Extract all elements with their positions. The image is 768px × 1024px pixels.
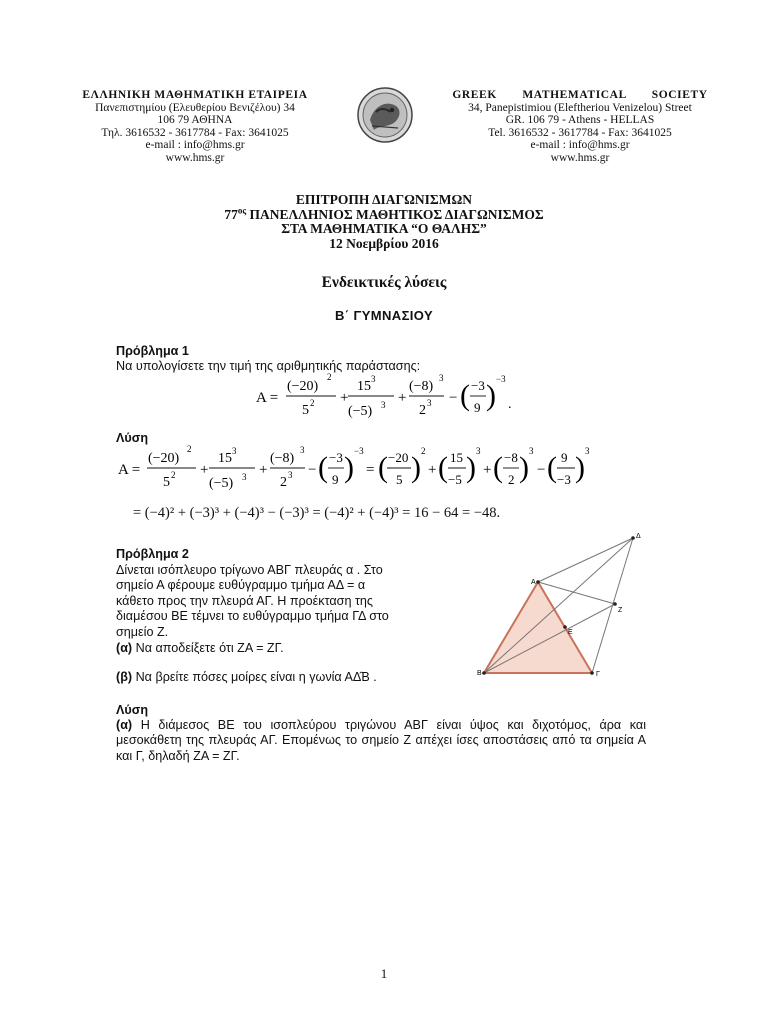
header-left: [60, 89, 330, 165]
problem2-part-a: [116, 641, 284, 656]
phone-greek: Τηλ. 3616532 - 3617784 - Fax: 3641025: [101, 126, 289, 139]
svg-text:3: 3: [529, 446, 534, 456]
problem2-statement-line: κάθετο προς την πλευρά ΑΓ. Η προέκταση της: [116, 593, 373, 608]
problem1-expression: [256, 372, 516, 429]
svg-text:(−8): (−8): [270, 451, 295, 466]
problem2-heading: Πρόβλημα 2: [116, 547, 189, 561]
solution-a-text: Η διάμεσος ΒΕ του ισοπλεύρου τριγώνου ΑΒΓ είναι ύψος και διχοτόμος, άρα και μεσοκάθετη της πλευράς ΑΓ. Επομένως το σημείο Ζ απέχει ίσες αποστάσεις από τα σημεία Α και Γ, δηλαδή ΖΑ = ΖΓ.: [116, 718, 647, 763]
competition-name: [0, 205, 768, 223]
svg-text:): ): [486, 379, 496, 412]
svg-text:): ): [466, 451, 476, 484]
problem1-statement: Να υπολογίσετε την τιμή της αριθμητικής παράστασης:: [116, 359, 421, 373]
svg-text:2: 2: [421, 446, 426, 456]
email-english: e-mail : info@hms.gr: [530, 139, 630, 152]
problem2-statement-line: διαμέσου ΒΕ τέμνει το ευθύγραμμο τμήμα ΓΔ στο: [116, 609, 389, 624]
svg-text:(: (: [460, 379, 470, 412]
svg-text:(: (: [547, 451, 557, 484]
svg-text:+: +: [398, 390, 407, 406]
svg-text:+: +: [259, 462, 268, 478]
svg-text:A =: A =: [256, 390, 279, 406]
svg-text:−3: −3: [496, 374, 506, 384]
svg-text:+: +: [200, 462, 209, 478]
svg-text:15: 15: [218, 451, 232, 466]
svg-text:5: 5: [302, 403, 309, 418]
address-english: 34, Panepistimiou (Eleftheriou Venizelou) Street: [468, 101, 692, 114]
part-a-label: (α): [116, 641, 133, 655]
svg-text:.: .: [508, 397, 512, 412]
svg-text:3: 3: [371, 374, 376, 384]
geometry-figure: [476, 530, 646, 680]
svg-text:9: 9: [561, 450, 568, 465]
problem2-solution-heading: Λύση: [116, 703, 149, 717]
svg-text:−8: −8: [504, 450, 518, 465]
svg-text:3: 3: [427, 398, 432, 408]
phone-english: Tel. 3616532 - 3617784 - Fax: 3641025: [488, 126, 672, 139]
competition-number: 77: [224, 206, 238, 222]
svg-text:(−5): (−5): [348, 404, 373, 419]
problem1-solution-line1: [116, 444, 606, 501]
label-z: Ζ: [618, 607, 623, 614]
problem2-part-b: [116, 670, 377, 685]
svg-text:2: 2: [171, 470, 176, 480]
svg-text:3: 3: [381, 400, 386, 410]
svg-text:2: 2: [327, 372, 332, 382]
svg-text:3: 3: [288, 470, 293, 480]
svg-text:(−5): (−5): [209, 476, 234, 491]
city-greek: 106 79 ΑΘΗΝΑ: [157, 114, 233, 127]
svg-text:(−20): (−20): [287, 379, 319, 394]
city-english: GR. 106 79 - Athens - HELLAS: [505, 114, 655, 127]
problem2-statement-line: σημείο Ζ.: [116, 624, 169, 639]
svg-text:3: 3: [232, 446, 237, 456]
svg-text:+: +: [428, 462, 437, 478]
problem2-statement-line: σημείο Α φέρουμε ευθύγραμμο τμήμα ΑΔ = α: [116, 578, 366, 593]
svg-text:−3: −3: [329, 450, 343, 465]
svg-text:2: 2: [419, 403, 426, 418]
segment-ad: [538, 538, 633, 582]
committee-title: ΕΠΙΤΡΟΠΗ ΔΙΑΓΩΝΙΣΜΩΝ: [295, 192, 473, 207]
svg-text:3: 3: [439, 373, 444, 383]
problem1-solution-heading: Λύση: [116, 431, 149, 445]
svg-text:−: −: [537, 462, 546, 478]
competition-number-suffix: ος: [237, 205, 247, 215]
part-b-text: Να βρείτε πόσες μοίρες είναι η γωνία ΑΔ̂Β .: [135, 670, 377, 684]
problem2-statement: [116, 563, 455, 640]
svg-text:2: 2: [280, 475, 287, 490]
svg-text:(−20): (−20): [148, 451, 180, 466]
svg-text:+: +: [483, 462, 492, 478]
svg-text:3: 3: [300, 445, 305, 455]
svg-text:(: (: [438, 451, 448, 484]
svg-text:9: 9: [332, 472, 339, 487]
society-logo: [356, 86, 414, 144]
document-title: Ενδεικτικές λύσεις: [321, 274, 447, 291]
svg-text:(−8): (−8): [409, 379, 434, 394]
label-b: Β: [477, 670, 482, 677]
svg-text:−5: −5: [448, 472, 462, 487]
svg-text:−: −: [308, 462, 317, 478]
svg-text:15: 15: [450, 450, 463, 465]
svg-text:3: 3: [585, 446, 590, 456]
svg-text:): ): [344, 451, 354, 484]
address-greek: Πανεπιστημίου (Ελευθερίου Βενιζέλου) 34: [95, 101, 295, 114]
svg-text:−3: −3: [471, 378, 485, 393]
grade-heading: Β΄ ΓΥΜΝΑΣΙΟΥ: [334, 308, 434, 323]
svg-text:2: 2: [310, 398, 315, 408]
svg-text:5: 5: [163, 475, 170, 490]
svg-text:A =: A =: [118, 462, 141, 478]
svg-text:3: 3: [476, 446, 481, 456]
svg-text:(: (: [318, 451, 328, 484]
email-greek: e-mail : info@hms.gr: [145, 139, 245, 152]
label-e: Ε: [568, 629, 573, 636]
svg-text:9: 9: [474, 400, 481, 415]
svg-text:3: 3: [242, 472, 247, 482]
svg-text:−3: −3: [557, 472, 571, 487]
svg-text:): ): [575, 451, 585, 484]
org-name-greek: ΕΛΛΗΝΙΚΗ ΜΑΘΗΜΑΤΙΚΗ ΕΤΑΙΡΕΙΑ: [82, 89, 308, 101]
svg-text:2: 2: [187, 444, 192, 454]
org-name-english: GREEK MATHEMATICAL SOCIETY: [452, 89, 708, 101]
svg-text:): ): [519, 451, 529, 484]
web-english: www.hms.gr: [550, 151, 610, 164]
label-a: Α: [531, 579, 536, 586]
problem2-solution-text: [116, 718, 646, 764]
label-d: Δ: [636, 533, 641, 540]
svg-text:(: (: [378, 451, 388, 484]
competition-title-block: [0, 193, 768, 251]
page-number: 1: [380, 966, 388, 981]
svg-text:+: +: [340, 390, 349, 406]
competition-name-text: ΠΑΝΕΛΛΗΝΙΟΣ ΜΑΘΗΤΙΚΟΣ ΔΙΑΓΩΝΙΣΜΟΣ: [249, 206, 544, 222]
svg-text:5: 5: [396, 472, 403, 487]
part-b-label: (β): [116, 670, 133, 684]
competition-date: 12 Νοεμβρίου 2016: [329, 235, 439, 251]
svg-text:−: −: [449, 390, 458, 406]
solution-a-label: (α): [116, 718, 133, 732]
part-a-text: Να αποδείξετε ότι ΖΑ = ΖΓ.: [135, 641, 284, 655]
web-greek: www.hms.gr: [165, 151, 225, 164]
triangle-abg: [484, 582, 592, 673]
svg-text:=: =: [366, 462, 375, 478]
svg-text:15: 15: [357, 379, 371, 394]
svg-text:−20: −20: [388, 450, 409, 465]
competition-subtitle: ΣΤΑ ΜΑΘΗΜΑΤΙΚΑ “Ο ΘΑΛΗΣ”: [281, 221, 487, 236]
svg-text:(: (: [493, 451, 503, 484]
problem1-solution-line2: = (−4)² + (−3)³ + (−4)³ − (−3)³ = (−4)² + (−4)³ = 16 − 64 = −48.: [133, 505, 501, 521]
label-g: Γ: [596, 671, 600, 678]
problem2-statement-line: Δίνεται ισόπλευρο τρίγωνο ΑΒΓ πλευράς α . Στο: [116, 563, 383, 577]
header-right: [432, 89, 728, 165]
svg-text:2: 2: [508, 472, 515, 487]
problem1-heading: Πρόβλημα 1: [116, 344, 189, 358]
svg-text:): ): [411, 451, 421, 484]
svg-text:−3: −3: [354, 446, 364, 456]
